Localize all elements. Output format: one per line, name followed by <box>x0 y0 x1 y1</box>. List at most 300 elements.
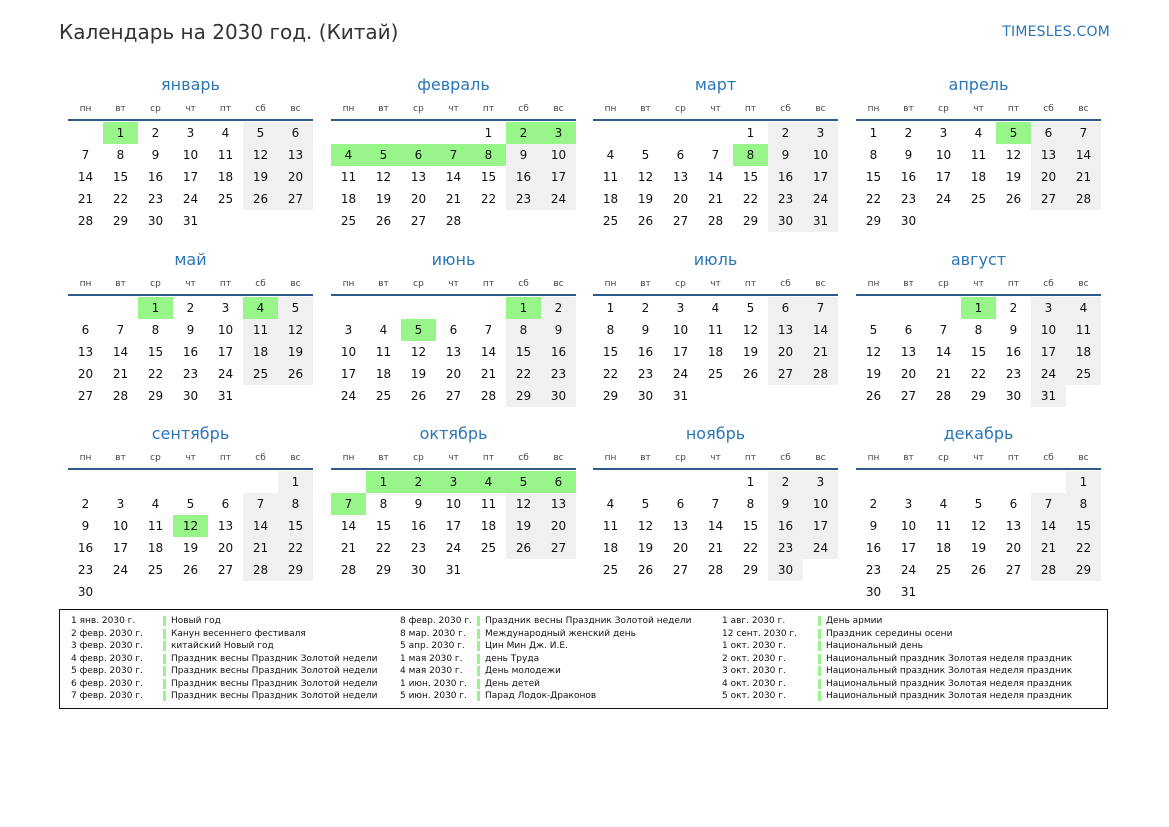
day-cell: 2 <box>81 497 90 511</box>
legend-item <box>71 628 378 641</box>
day-cell: 12 <box>506 493 541 515</box>
legend-item <box>71 665 378 678</box>
day-cell: 27 <box>768 363 803 385</box>
weekday-header <box>856 99 1101 119</box>
day-cell: 24 <box>445 541 462 555</box>
holiday-day-cell: 1 <box>138 297 173 319</box>
day-cell: 7 <box>116 323 125 337</box>
holiday-day-cell: 2 <box>506 122 541 144</box>
day-cell: 30 <box>768 210 803 232</box>
holiday-day-cell: 4 <box>331 144 366 166</box>
weekday-label: сб <box>518 453 529 463</box>
day-cell: 17 <box>900 541 917 555</box>
day-cell: 30 <box>182 389 199 403</box>
day-cell: 8 <box>746 497 755 511</box>
day-cell: 13 <box>541 493 576 515</box>
day-cell: 26 <box>742 367 759 381</box>
day-cell: 3 <box>803 471 838 493</box>
day-cell: 10 <box>182 148 199 162</box>
month-9 <box>68 422 313 603</box>
day-cell: 21 <box>77 192 94 206</box>
day-cell: 23 <box>77 563 94 577</box>
holiday-day-cell: 5 <box>506 471 541 493</box>
legend-color-bar <box>818 641 821 651</box>
weekday-label: пн <box>79 453 92 463</box>
header-rule <box>593 294 838 296</box>
day-cell: 29 <box>865 214 882 228</box>
legend-date: 6 февр. 2030 г. <box>71 678 143 689</box>
day-cell: 12 <box>278 319 313 341</box>
day-cell: 27 <box>541 537 576 559</box>
day-cell: 25 <box>243 363 278 385</box>
weekday-label: вс <box>815 453 826 463</box>
day-cell: 11 <box>480 497 497 511</box>
day-cell: 21 <box>480 367 497 381</box>
header-rule <box>593 119 838 121</box>
day-cell: 4 <box>711 301 720 315</box>
day-cell: 16 <box>1005 345 1022 359</box>
day-cell: 8 <box>278 493 313 515</box>
day-cell: 18 <box>243 341 278 363</box>
day-cell: 9 <box>641 323 650 337</box>
day-cell: 24 <box>1031 363 1066 385</box>
legend-date: 5 окт. 2030 г. <box>722 691 786 701</box>
day-cell: 18 <box>217 170 234 184</box>
day-cell: 27 <box>1031 188 1066 210</box>
legend-item <box>722 678 1072 691</box>
day-cell: 4 <box>151 497 160 511</box>
day-cell: 12 <box>637 170 654 184</box>
day-cell: 21 <box>1031 537 1066 559</box>
day-cell: 19 <box>742 345 759 359</box>
weekday-label: сб <box>1043 279 1054 289</box>
holiday-day-cell: 4 <box>243 297 278 319</box>
legend-color-bar <box>818 691 821 701</box>
day-cell: 19 <box>243 166 278 188</box>
day-cell: 16 <box>541 341 576 363</box>
day-cell: 20 <box>278 166 313 188</box>
day-cell: 20 <box>768 341 803 363</box>
day-cell: 23 <box>768 537 803 559</box>
weekday-label: пт <box>219 104 232 114</box>
weekday-label: ср <box>675 104 686 114</box>
day-cell: 5 <box>641 497 650 511</box>
day-cell: 12 <box>865 345 882 359</box>
day-cell: 28 <box>1066 188 1101 210</box>
day-cell: 26 <box>865 389 882 403</box>
day-cell: 2 <box>151 126 160 140</box>
day-cell: 12 <box>637 519 654 533</box>
day-cell: 29 <box>742 563 759 577</box>
legend-color-bar <box>477 654 480 664</box>
day-cell: 30 <box>1005 389 1022 403</box>
brand-link[interactable]: TIMESLES.COM <box>1002 24 1110 40</box>
day-cell: 23 <box>768 188 803 210</box>
day-cell: 15 <box>602 345 619 359</box>
weekday-label: вт <box>378 104 389 114</box>
day-grid <box>593 122 838 232</box>
day-cell: 17 <box>803 515 838 537</box>
day-cell: 3 <box>803 122 838 144</box>
day-cell: 26 <box>410 389 427 403</box>
day-cell: 9 <box>768 144 803 166</box>
day-cell: 17 <box>182 170 199 184</box>
month-2 <box>331 73 576 232</box>
legend-color-bar <box>818 666 821 676</box>
day-cell: 30 <box>541 385 576 407</box>
header-rule <box>68 468 313 470</box>
weekday-header <box>593 99 838 119</box>
day-cell: 14 <box>1066 144 1101 166</box>
day-cell: 5 <box>869 323 878 337</box>
day-cell: 18 <box>935 541 952 555</box>
day-cell: 11 <box>1066 319 1101 341</box>
legend-item <box>722 615 1072 628</box>
day-cell: 28 <box>1031 559 1066 581</box>
day-cell: 30 <box>637 389 654 403</box>
day-cell: 13 <box>278 144 313 166</box>
weekday-label: вт <box>378 453 389 463</box>
day-cell: 1 <box>1066 471 1101 493</box>
legend-item <box>722 653 1072 666</box>
day-cell: 7 <box>1031 493 1066 515</box>
legend-holiday-name: Канун весеннего фестиваля <box>171 628 306 639</box>
weekday-label: вс <box>1078 453 1089 463</box>
day-cell: 20 <box>541 515 576 537</box>
day-cell: 26 <box>278 363 313 385</box>
day-cell: 28 <box>340 563 357 577</box>
day-cell: 17 <box>340 367 357 381</box>
legend-date: 2 окт. 2030 г. <box>722 653 786 664</box>
legend-holiday-name: Национальный праздник Золотая неделя праздник <box>826 678 1073 689</box>
day-cell: 21 <box>707 541 724 555</box>
legend-date: 1 окт. 2030 г. <box>722 641 786 651</box>
day-cell: 5 <box>746 301 755 315</box>
day-cell: 23 <box>900 192 917 206</box>
day-cell: 20 <box>217 541 234 555</box>
day-cell: 13 <box>672 519 689 533</box>
day-grid <box>331 471 576 581</box>
weekday-label: чт <box>185 279 196 289</box>
day-cell: 24 <box>182 192 199 206</box>
day-cell: 2 <box>541 297 576 319</box>
day-cell: 12 <box>243 144 278 166</box>
day-cell: 25 <box>217 192 234 206</box>
day-cell: 24 <box>541 188 576 210</box>
day-cell: 15 <box>278 515 313 537</box>
page-title: Календарь на 2030 год. (Китай) <box>59 20 399 44</box>
day-grid <box>593 471 838 581</box>
day-cell: 6 <box>221 497 230 511</box>
legend-item <box>71 653 378 666</box>
legend-date: 4 мая 2030 г. <box>400 666 463 676</box>
weekday-label: пн <box>867 453 880 463</box>
weekday-label: чт <box>448 104 459 114</box>
day-cell: 19 <box>865 367 882 381</box>
weekday-label: пн <box>342 279 355 289</box>
day-cell: 3 <box>904 497 913 511</box>
day-cell: 25 <box>602 563 619 577</box>
day-grid <box>68 297 313 407</box>
day-cell: 27 <box>410 214 427 228</box>
weekday-label: пт <box>219 279 232 289</box>
day-cell: 25 <box>147 563 164 577</box>
weekday-label: ср <box>675 279 686 289</box>
legend-date: 4 февр. 2030 г. <box>71 653 143 664</box>
day-cell: 4 <box>379 323 388 337</box>
day-cell: 18 <box>602 192 619 206</box>
day-cell: 12 <box>410 345 427 359</box>
day-cell: 7 <box>939 323 948 337</box>
weekday-header <box>68 274 313 294</box>
legend-item <box>400 628 692 641</box>
day-cell: 24 <box>935 192 952 206</box>
weekday-label: вт <box>640 104 651 114</box>
day-cell: 15 <box>147 345 164 359</box>
day-cell: 15 <box>112 170 129 184</box>
day-cell: 10 <box>900 519 917 533</box>
day-cell: 11 <box>707 323 724 337</box>
month-name: июнь <box>431 250 476 269</box>
day-cell: 27 <box>445 389 462 403</box>
day-cell: 20 <box>672 541 689 555</box>
day-cell: 22 <box>480 192 497 206</box>
weekday-label: пн <box>604 279 617 289</box>
day-cell: 18 <box>147 541 164 555</box>
day-cell: 1 <box>869 126 878 140</box>
day-cell: 2 <box>768 471 803 493</box>
weekday-header <box>856 274 1101 294</box>
day-cell: 4 <box>974 126 983 140</box>
weekday-label: вт <box>115 453 126 463</box>
weekday-label: пт <box>1007 104 1020 114</box>
month-name: август <box>950 250 1007 269</box>
legend-item <box>722 665 1072 678</box>
weekday-label: сб <box>1043 453 1054 463</box>
weekday-label: вт <box>115 279 126 289</box>
day-cell: 19 <box>410 367 427 381</box>
day-cell: 26 <box>1005 192 1022 206</box>
day-cell: 1 <box>746 475 755 489</box>
day-cell: 13 <box>1031 144 1066 166</box>
month-10 <box>331 422 576 581</box>
day-cell: 25 <box>375 389 392 403</box>
holiday-day-cell: 7 <box>436 144 471 166</box>
weekday-label: вс <box>1078 279 1089 289</box>
day-cell: 13 <box>900 345 917 359</box>
header-rule <box>856 294 1101 296</box>
weekday-label: пн <box>79 279 92 289</box>
legend-color-bar <box>163 641 166 651</box>
day-cell: 29 <box>506 385 541 407</box>
day-cell: 28 <box>803 363 838 385</box>
day-cell: 4 <box>606 148 615 162</box>
day-cell: 30 <box>768 559 803 581</box>
day-grid <box>68 471 313 603</box>
day-cell: 22 <box>278 537 313 559</box>
weekday-label: чт <box>973 279 984 289</box>
legend-color-bar <box>163 654 166 664</box>
weekday-header <box>856 448 1101 468</box>
day-cell: 20 <box>1005 541 1022 555</box>
day-cell: 11 <box>217 148 234 162</box>
legend-item <box>71 640 378 653</box>
day-cell: 7 <box>711 497 720 511</box>
day-cell: 28 <box>707 563 724 577</box>
header-rule <box>331 119 576 121</box>
day-cell: 26 <box>243 188 278 210</box>
legend-date: 7 февр. 2030 г. <box>71 691 143 701</box>
day-cell: 17 <box>672 345 689 359</box>
weekday-label: ср <box>150 453 161 463</box>
weekday-label: вс <box>553 453 564 463</box>
weekday-header <box>593 448 838 468</box>
day-cell: 24 <box>803 537 838 559</box>
day-cell: 1 <box>484 126 493 140</box>
legend-date: 12 сент. 2030 г. <box>722 628 798 639</box>
holiday-day-cell: 5 <box>996 122 1031 144</box>
day-cell: 29 <box>375 563 392 577</box>
legend-holiday-name: День армии <box>826 616 883 626</box>
weekday-label: пт <box>744 104 757 114</box>
day-cell: 6 <box>278 122 313 144</box>
legend-holiday-name: китайский Новый год <box>171 641 274 651</box>
day-cell: 22 <box>506 363 541 385</box>
day-cell: 8 <box>606 323 615 337</box>
day-cell: 29 <box>970 389 987 403</box>
weekday-label: пн <box>867 279 880 289</box>
day-cell: 15 <box>375 519 392 533</box>
day-cell: 30 <box>147 214 164 228</box>
month-name: январь <box>161 75 220 94</box>
weekday-label: пт <box>482 453 495 463</box>
day-cell: 10 <box>803 144 838 166</box>
day-cell: 10 <box>112 519 129 533</box>
day-cell: 11 <box>970 148 987 162</box>
day-cell: 26 <box>506 537 541 559</box>
day-cell: 1 <box>278 471 313 493</box>
day-cell: 14 <box>803 319 838 341</box>
header-rule <box>593 468 838 470</box>
legend-date: 2 февр. 2030 г. <box>71 628 143 639</box>
day-cell: 11 <box>375 345 392 359</box>
day-cell: 16 <box>900 170 917 184</box>
day-cell: 8 <box>974 323 983 337</box>
weekday-label: чт <box>448 279 459 289</box>
legend-item <box>722 690 1072 703</box>
day-grid <box>856 471 1101 603</box>
legend-item <box>400 653 692 666</box>
day-cell: 17 <box>935 170 952 184</box>
weekday-label: чт <box>973 104 984 114</box>
legend-column <box>722 615 1072 703</box>
legend-holiday-name: Национальный день <box>826 641 923 651</box>
day-cell: 17 <box>217 345 234 359</box>
day-cell: 15 <box>742 519 759 533</box>
weekday-label: чт <box>710 104 721 114</box>
day-cell: 20 <box>1031 166 1066 188</box>
day-cell: 19 <box>637 192 654 206</box>
day-cell: 24 <box>217 367 234 381</box>
day-cell: 18 <box>707 345 724 359</box>
legend-holiday-name: Праздник весны Праздник Золотой недели <box>171 691 378 701</box>
day-cell: 21 <box>243 537 278 559</box>
day-cell: 2 <box>186 301 195 315</box>
legend-color-bar <box>818 679 821 689</box>
weekday-label: вс <box>1078 104 1089 114</box>
holiday-day-cell: 4 <box>471 471 506 493</box>
holiday-day-cell: 5 <box>366 144 401 166</box>
day-cell: 19 <box>1005 170 1022 184</box>
day-cell: 5 <box>243 122 278 144</box>
legend-holiday-name: Праздник середины осени <box>826 628 953 639</box>
day-cell: 10 <box>672 323 689 337</box>
legend-holiday-name: Новый год <box>171 616 221 626</box>
day-cell: 4 <box>939 497 948 511</box>
day-cell: 31 <box>1031 385 1066 407</box>
holiday-day-cell: 1 <box>366 471 401 493</box>
header-rule <box>68 294 313 296</box>
month-3 <box>593 73 838 232</box>
day-cell: 21 <box>707 192 724 206</box>
day-cell: 29 <box>742 214 759 228</box>
header-rule <box>331 294 576 296</box>
weekday-label: ср <box>413 279 424 289</box>
weekday-label: пн <box>604 453 617 463</box>
weekday-label: сб <box>780 104 791 114</box>
legend-date: 3 окт. 2030 г. <box>722 666 786 676</box>
legend-date: 1 мая 2030 г. <box>400 653 463 664</box>
day-cell: 16 <box>768 515 803 537</box>
month-7 <box>593 248 838 407</box>
day-cell: 23 <box>182 367 199 381</box>
day-cell: 22 <box>112 192 129 206</box>
weekday-label: вс <box>290 279 301 289</box>
legend-holiday-name: Национальный праздник Золотая неделя праздник <box>826 666 1073 676</box>
day-cell: 26 <box>637 563 654 577</box>
day-cell: 16 <box>77 541 94 555</box>
day-cell: 16 <box>147 170 164 184</box>
day-cell: 18 <box>1066 341 1101 363</box>
weekday-label: пн <box>342 453 355 463</box>
day-cell: 14 <box>77 170 94 184</box>
day-cell: 6 <box>676 497 685 511</box>
legend-holiday-name: Национальный праздник Золотая неделя праздник <box>826 653 1073 664</box>
legend-date: 5 апр. 2030 г. <box>400 641 465 651</box>
legend-column <box>71 615 378 703</box>
weekday-header <box>331 448 576 468</box>
day-cell: 27 <box>1005 563 1022 577</box>
holiday-day-cell: 3 <box>436 471 471 493</box>
day-cell: 9 <box>506 144 541 166</box>
day-grid <box>593 297 838 407</box>
day-cell: 3 <box>116 497 125 511</box>
day-cell: 17 <box>1031 341 1066 363</box>
legend-date: 4 окт. 2030 г. <box>722 678 786 689</box>
day-cell: 10 <box>340 345 357 359</box>
day-cell: 22 <box>865 192 882 206</box>
holiday-day-cell: 2 <box>401 471 436 493</box>
legend-color-bar <box>477 679 480 689</box>
day-cell: 19 <box>278 341 313 363</box>
day-cell: 6 <box>676 148 685 162</box>
day-cell: 25 <box>340 214 357 228</box>
day-cell: 23 <box>541 363 576 385</box>
day-cell: 14 <box>243 515 278 537</box>
day-cell: 21 <box>112 367 129 381</box>
month-name: ноябрь <box>685 424 746 443</box>
day-cell: 8 <box>151 323 160 337</box>
